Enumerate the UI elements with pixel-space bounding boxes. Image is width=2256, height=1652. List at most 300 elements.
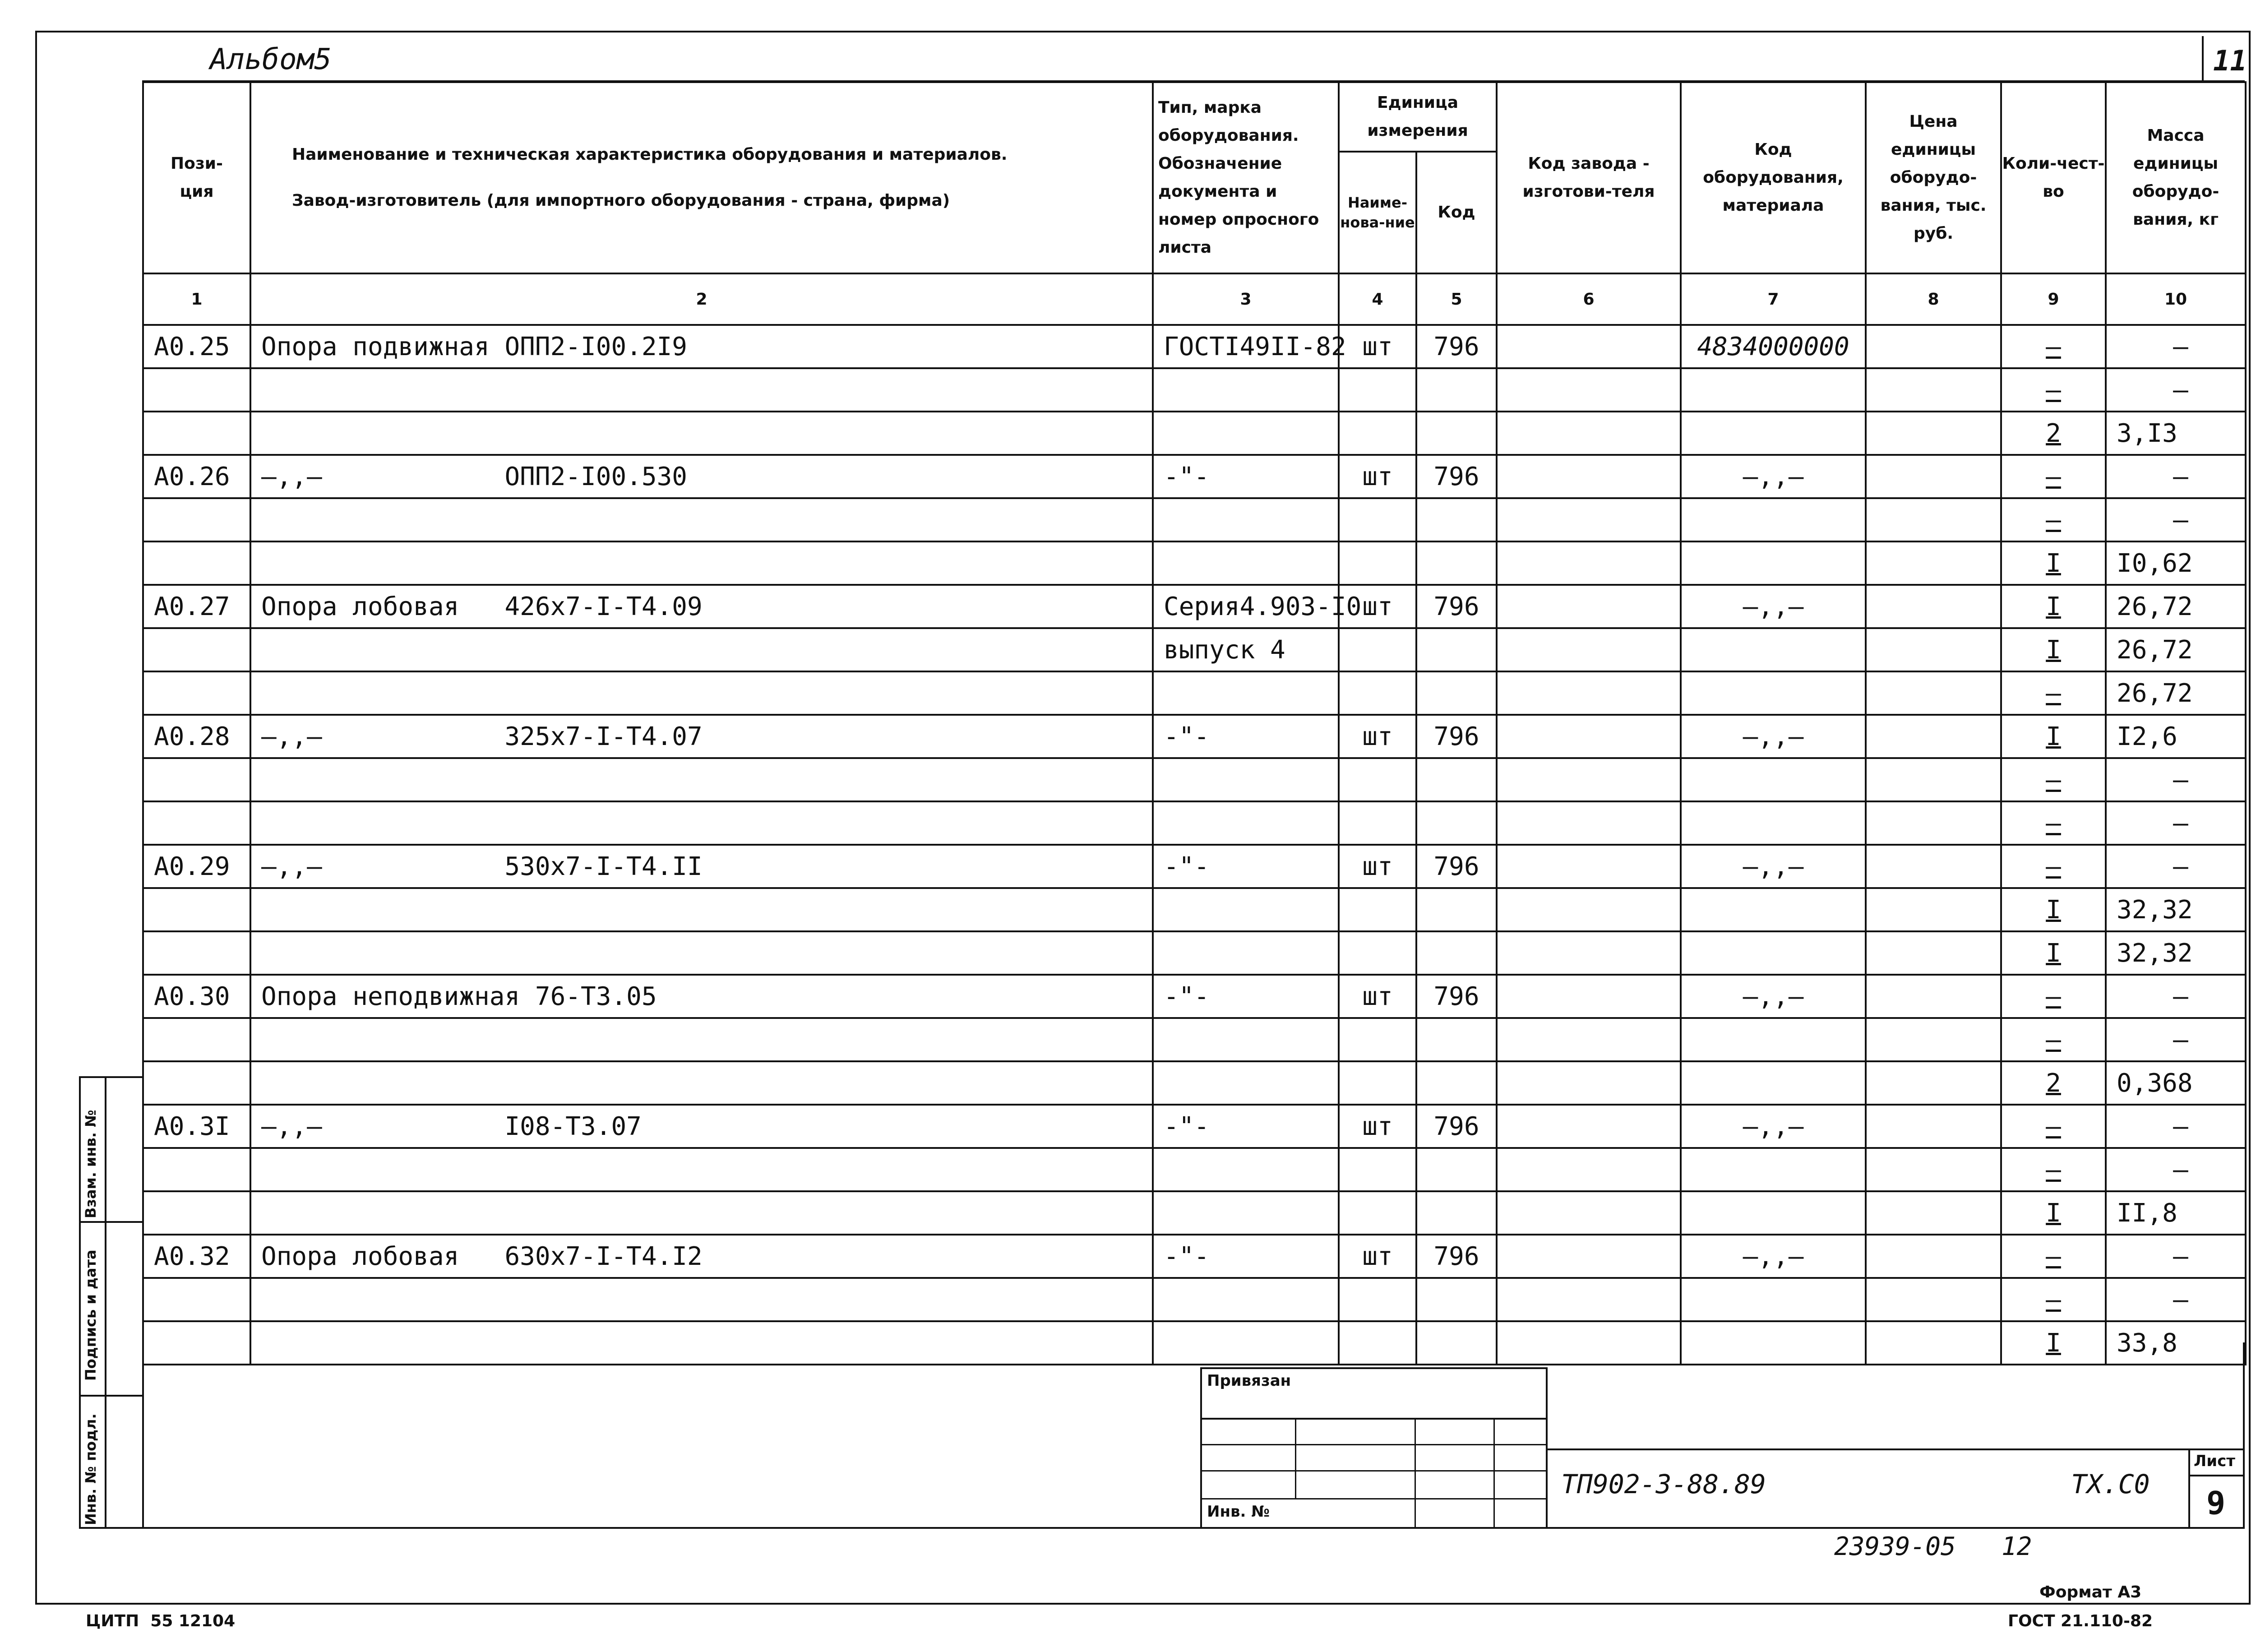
position-cell: А0.28: [143, 715, 250, 758]
privyazan-grid-row2: [1200, 1470, 1548, 1472]
position-cell: [143, 888, 250, 931]
unit-name-cell: шт: [1339, 845, 1416, 888]
privyazan-grid-col2: [1415, 1418, 1416, 1529]
mass-cell: 32,32: [2106, 888, 2246, 931]
factory-code-cell: [1497, 412, 1681, 455]
table-row: [143, 671, 2246, 715]
mass-cell: –: [2106, 1235, 2246, 1278]
unit-name-cell: [1339, 1061, 1416, 1105]
factory-code-cell: [1497, 845, 1681, 888]
unit-name-cell: [1339, 758, 1416, 801]
unit-name-cell: [1339, 368, 1416, 412]
equipment-code-cell: [1681, 1278, 1866, 1321]
column-number: 6: [1497, 273, 1681, 325]
unit-code-cell: 796: [1416, 1235, 1497, 1278]
factory-code-cell: [1497, 498, 1681, 541]
unit-code-cell: 796: [1416, 585, 1497, 628]
list-number: 9: [2206, 1485, 2226, 1522]
mass-cell: 26,72: [2106, 585, 2246, 628]
price-cell: [1866, 1278, 2001, 1321]
name-cell: [250, 368, 1153, 412]
mass-cell: –: [2106, 368, 2246, 412]
price-cell: [1866, 498, 2001, 541]
type-cell: Серия4.903-I0: [1153, 585, 1339, 628]
equipment-code-cell: [1681, 628, 1866, 671]
unit-code-cell: [1416, 931, 1497, 975]
quantity-cell: I: [2001, 585, 2106, 628]
unit-name-cell: шт: [1339, 325, 1416, 368]
table-row: [143, 758, 2246, 801]
quantity-cell: –: [2001, 1105, 2106, 1148]
price-cell: [1866, 671, 2001, 715]
price-cell: [1866, 845, 2001, 888]
price-cell: [1866, 801, 2001, 845]
factory-code-cell: [1497, 801, 1681, 845]
table-row: [143, 975, 2246, 1018]
mass-cell: 32,32: [2106, 931, 2246, 975]
price-cell: [1866, 1061, 2001, 1105]
unit-name-cell: [1339, 931, 1416, 975]
column-number: 7: [1681, 273, 1866, 325]
header-name-line2: Завод-изготовитель (для импортного оборудования - страна, фирма): [292, 191, 950, 210]
quantity-cell: –: [2001, 845, 2106, 888]
list-label: Лист: [2194, 1452, 2235, 1470]
type-cell: [1153, 541, 1339, 585]
header-equipment-code: Код оборудования, материала: [1681, 82, 1866, 273]
mass-cell: –: [2106, 975, 2246, 1018]
equipment-code-cell: [1681, 368, 1866, 412]
factory-code-cell: [1497, 1191, 1681, 1235]
unit-code-cell: [1416, 541, 1497, 585]
quantity-cell: –: [2001, 455, 2106, 498]
price-cell: [1866, 1018, 2001, 1061]
position-cell: [143, 368, 250, 412]
equipment-code-cell: —,,—: [1681, 715, 1866, 758]
table-row: [143, 541, 2246, 585]
table-row: [143, 801, 2246, 845]
equipment-code-cell: —,,—: [1681, 585, 1866, 628]
name-cell: Опора лобовая 630x7-I-T4.I2: [250, 1235, 1153, 1278]
privyazan-grid-row3: [1200, 1498, 1548, 1499]
table-row: [143, 1235, 2246, 1278]
header-factory-code: Код завода - изготови-теля: [1497, 82, 1681, 273]
header-quantity: Коли-чест-во: [2001, 82, 2106, 273]
table-row: [143, 628, 2246, 671]
specification-table: [142, 81, 2247, 1365]
unit-code-cell: [1416, 1191, 1497, 1235]
name-cell: —,,— 325x7-I-T4.07: [250, 715, 1153, 758]
mass-cell: –: [2106, 1148, 2246, 1191]
equipment-code-cell: [1681, 541, 1866, 585]
album-label: Альбом5: [210, 43, 332, 76]
type-cell: [1153, 1278, 1339, 1321]
quantity-cell: –: [2001, 1148, 2106, 1191]
price-cell: [1866, 1235, 2001, 1278]
unit-name-cell: шт: [1339, 975, 1416, 1018]
type-cell: [1153, 671, 1339, 715]
price-cell: [1866, 325, 2001, 368]
unit-code-cell: [1416, 498, 1497, 541]
factory-code-cell: [1497, 541, 1681, 585]
name-cell: [250, 801, 1153, 845]
position-cell: [143, 801, 250, 845]
side-stamp-vzam: Взам. инв. №: [82, 1110, 99, 1218]
position-cell: [143, 758, 250, 801]
header-position: Пози- ция: [143, 82, 250, 273]
unit-code-cell: [1416, 1148, 1497, 1191]
name-cell: —,,— 530x7-I-T4.II: [250, 845, 1153, 888]
equipment-code-cell: [1681, 671, 1866, 715]
name-cell: —,,— I08-T3.07: [250, 1105, 1153, 1148]
position-cell: [143, 1018, 250, 1061]
table-row: [143, 412, 2246, 455]
price-cell: [1866, 585, 2001, 628]
position-cell: [143, 671, 250, 715]
name-cell: Опора лобовая 426x7-I-T4.09: [250, 585, 1153, 628]
column-number: 2: [250, 273, 1153, 325]
position-cell: А0.3I: [143, 1105, 250, 1148]
name-cell: [250, 1278, 1153, 1321]
unit-name-cell: [1339, 628, 1416, 671]
equipment-code-cell: [1681, 498, 1866, 541]
quantity-cell: –: [2001, 671, 2106, 715]
side-stamp-podpis: Подпись и дата: [82, 1249, 99, 1381]
column-number: 3: [1153, 273, 1339, 325]
mass-cell: –: [2106, 325, 2246, 368]
equipment-code-cell: [1681, 412, 1866, 455]
column-number: 10: [2106, 273, 2246, 325]
equipment-code-cell: —,,—: [1681, 455, 1866, 498]
unit-code-cell: 796: [1416, 325, 1497, 368]
table-row: [143, 845, 2246, 888]
column-number-row: [143, 273, 2246, 325]
position-cell: [143, 412, 250, 455]
unit-name-cell: [1339, 888, 1416, 931]
mass-cell: –: [2106, 845, 2246, 888]
doc-code: ТП902-3-88.89: [1561, 1469, 1766, 1499]
mass-cell: –: [2106, 1018, 2246, 1061]
unit-code-cell: [1416, 758, 1497, 801]
mass-cell: 3,I3: [2106, 412, 2246, 455]
price-cell: [1866, 412, 2001, 455]
format-label: Формат А3: [2039, 1583, 2142, 1601]
price-cell: [1866, 715, 2001, 758]
quantity-cell: I: [2001, 931, 2106, 975]
unit-code-cell: [1416, 628, 1497, 671]
column-number: 5: [1416, 273, 1497, 325]
name-cell: [250, 412, 1153, 455]
factory-code-cell: [1497, 888, 1681, 931]
type-cell: [1153, 368, 1339, 412]
unit-name-cell: [1339, 1278, 1416, 1321]
gost-label: ГОСТ 21.110-82: [2008, 1612, 2153, 1630]
position-cell: А0.30: [143, 975, 250, 1018]
name-cell: [250, 498, 1153, 541]
price-cell: [1866, 628, 2001, 671]
header-name: [250, 82, 1153, 273]
name-cell: [250, 1191, 1153, 1235]
name-cell: [250, 541, 1153, 585]
unit-name-cell: [1339, 412, 1416, 455]
equipment-code-cell: [1681, 1191, 1866, 1235]
factory-code-cell: [1497, 1105, 1681, 1148]
factory-code-cell: [1497, 455, 1681, 498]
position-cell: [143, 1191, 250, 1235]
quantity-cell: –: [2001, 1278, 2106, 1321]
position-cell: А0.32: [143, 1235, 250, 1278]
quantity-cell: I: [2001, 1321, 2106, 1365]
mass-cell: –: [2106, 801, 2246, 845]
table-row: [143, 888, 2246, 931]
table-row: [143, 1191, 2246, 1235]
type-cell: -"-: [1153, 1235, 1339, 1278]
table-row: [143, 498, 2246, 541]
type-cell: [1153, 888, 1339, 931]
column-number: 4: [1339, 273, 1416, 325]
quantity-cell: –: [2001, 758, 2106, 801]
position-cell: [143, 628, 250, 671]
unit-name-cell: шт: [1339, 1105, 1416, 1148]
unit-name-cell: [1339, 1148, 1416, 1191]
header-type: Тип, марка оборудования. Обозначение документа и номер опросного листа: [1153, 82, 1339, 273]
quantity-cell: 2: [2001, 412, 2106, 455]
column-number: 9: [2001, 273, 2106, 325]
unit-code-cell: [1416, 1061, 1497, 1105]
unit-name-cell: [1339, 541, 1416, 585]
table-row: [143, 585, 2246, 628]
factory-code-cell: [1497, 1061, 1681, 1105]
table-row: [143, 1148, 2246, 1191]
price-cell: [1866, 888, 2001, 931]
name-cell: Опора неподвижная 76-T3.05: [250, 975, 1153, 1018]
privyazan-label: Привязан: [1207, 1372, 1291, 1390]
equipment-code-cell: 4834000000: [1681, 325, 1866, 368]
factory-code-cell: [1497, 1278, 1681, 1321]
type-cell: [1153, 412, 1339, 455]
factory-code-cell: [1497, 1235, 1681, 1278]
equipment-code-cell: —,,—: [1681, 845, 1866, 888]
header-price: Цена единицы оборудо-вания, тыс. руб.: [1866, 82, 2001, 273]
price-cell: [1866, 541, 2001, 585]
doc-mark: ТХ.С0: [2071, 1469, 2150, 1499]
mass-cell: –: [2106, 758, 2246, 801]
name-cell: [250, 1061, 1153, 1105]
table-body: [143, 325, 2246, 1365]
unit-code-cell: [1416, 801, 1497, 845]
quantity-cell: –: [2001, 975, 2106, 1018]
type-cell: [1153, 801, 1339, 845]
unit-code-cell: [1416, 671, 1497, 715]
mass-cell: 26,72: [2106, 628, 2246, 671]
type-cell: -"-: [1153, 715, 1339, 758]
quantity-cell: I: [2001, 888, 2106, 931]
quantity-cell: I: [2001, 628, 2106, 671]
column-number: 1: [143, 273, 250, 325]
quantity-cell: –: [2001, 801, 2106, 845]
unit-code-cell: 796: [1416, 455, 1497, 498]
privyazan-grid-top: [1200, 1418, 1548, 1420]
equipment-code-cell: [1681, 1061, 1866, 1105]
position-cell: А0.25: [143, 325, 250, 368]
equipment-code-cell: [1681, 931, 1866, 975]
factory-code-cell: [1497, 628, 1681, 671]
unit-name-cell: [1339, 1191, 1416, 1235]
table-row: [143, 1018, 2246, 1061]
header-name-line1: Наименование и техническая характеристика оборудования и материалов.: [292, 145, 1008, 164]
equipment-code-cell: [1681, 888, 1866, 931]
table-row: [143, 368, 2246, 412]
equipment-code-cell: [1681, 1018, 1866, 1061]
corner-number: 11: [2213, 44, 2247, 77]
type-cell: [1153, 1148, 1339, 1191]
inv-label: Инв. №: [1207, 1503, 1270, 1521]
position-cell: А0.26: [143, 455, 250, 498]
unit-name-cell: шт: [1339, 715, 1416, 758]
factory-code-cell: [1497, 715, 1681, 758]
mass-cell: 0,368: [2106, 1061, 2246, 1105]
mass-cell: –: [2106, 498, 2246, 541]
equipment-code-cell: [1681, 758, 1866, 801]
type-cell: -"-: [1153, 845, 1339, 888]
mass-cell: –: [2106, 455, 2246, 498]
position-cell: [143, 1148, 250, 1191]
unit-name-cell: [1339, 671, 1416, 715]
factory-code-cell: [1497, 758, 1681, 801]
mass-cell: –: [2106, 1278, 2246, 1321]
quantity-cell: I: [2001, 541, 2106, 585]
position-cell: А0.27: [143, 585, 250, 628]
name-cell: Опора подвижная ОПП2-I00.2I9: [250, 325, 1153, 368]
table-row: [143, 1105, 2246, 1148]
name-cell: [250, 1148, 1153, 1191]
name-cell: [250, 888, 1153, 931]
position-cell: [143, 931, 250, 975]
price-cell: [1866, 758, 2001, 801]
type-cell: -"-: [1153, 975, 1339, 1018]
price-cell: [1866, 1148, 2001, 1191]
header-unit-code: Код: [1416, 152, 1497, 273]
table-row: [143, 1061, 2246, 1105]
type-cell: -"-: [1153, 455, 1339, 498]
unit-name-cell: [1339, 801, 1416, 845]
type-cell: [1153, 931, 1339, 975]
table-row: [143, 325, 2246, 368]
type-cell: [1153, 1018, 1339, 1061]
factory-code-cell: [1497, 671, 1681, 715]
quantity-cell: –: [2001, 498, 2106, 541]
equipment-code-cell: —,,—: [1681, 975, 1866, 1018]
quantity-cell: I: [2001, 715, 2106, 758]
column-number: 8: [1866, 273, 2001, 325]
header-unit-group: Единица измерения: [1339, 82, 1497, 152]
factory-code-cell: [1497, 1148, 1681, 1191]
type-cell: [1153, 758, 1339, 801]
quantity-cell: –: [2001, 1018, 2106, 1061]
factory-code-cell: [1497, 975, 1681, 1018]
name-cell: [250, 628, 1153, 671]
quantity-cell: –: [2001, 368, 2106, 412]
mass-cell: I2,6: [2106, 715, 2246, 758]
header-row: [143, 82, 2246, 152]
equipment-code-cell: —,,—: [1681, 1235, 1866, 1278]
unit-code-cell: 796: [1416, 1105, 1497, 1148]
unit-code-cell: [1416, 1278, 1497, 1321]
table-row: [143, 715, 2246, 758]
type-cell: выпуск 4: [1153, 628, 1339, 671]
unit-name-cell: [1339, 1018, 1416, 1061]
unit-code-cell: 796: [1416, 845, 1497, 888]
mass-cell: II,8: [2106, 1191, 2246, 1235]
privyazan-grid-col1: [1295, 1418, 1296, 1498]
side-stamp-divider: [105, 1076, 106, 1529]
table-row: [143, 455, 2246, 498]
name-cell: [250, 671, 1153, 715]
factory-code-cell: [1497, 368, 1681, 412]
mass-cell: –: [2106, 1105, 2246, 1148]
unit-name-cell: [1339, 498, 1416, 541]
equipment-code-cell: [1681, 1148, 1866, 1191]
mass-cell: 33,8: [2106, 1321, 2246, 1365]
price-cell: [1866, 1105, 2001, 1148]
citp-label: ЦИТП 55 12104: [86, 1612, 236, 1630]
side-stamp-inv: Инв. № подл.: [82, 1413, 99, 1525]
type-cell: ГОСТI49II-82: [1153, 325, 1339, 368]
mass-cell: 26,72: [2106, 671, 2246, 715]
factory-code-cell: [1497, 931, 1681, 975]
table-row: [143, 931, 2246, 975]
unit-name-cell: шт: [1339, 455, 1416, 498]
equipment-code-cell: [1681, 801, 1866, 845]
table-row: [143, 1278, 2246, 1321]
unit-code-cell: [1416, 1018, 1497, 1061]
name-cell: [250, 758, 1153, 801]
quantity-cell: –: [2001, 325, 2106, 368]
unit-code-cell: [1416, 368, 1497, 412]
unit-name-cell: шт: [1339, 585, 1416, 628]
price-cell: [1866, 368, 2001, 412]
type-cell: [1153, 1061, 1339, 1105]
factory-code-cell: [1497, 1018, 1681, 1061]
name-cell: [250, 931, 1153, 975]
name-cell: [250, 1018, 1153, 1061]
price-cell: [1866, 931, 2001, 975]
type-cell: [1153, 498, 1339, 541]
type-cell: [1153, 1191, 1339, 1235]
header-mass: Масса единицы оборудо-вания, кг: [2106, 82, 2246, 273]
unit-code-cell: 796: [1416, 715, 1497, 758]
unit-code-cell: [1416, 888, 1497, 931]
position-cell: [143, 541, 250, 585]
list-box-divider: [2188, 1475, 2245, 1476]
unit-name-cell: шт: [1339, 1235, 1416, 1278]
mass-cell: I0,62: [2106, 541, 2246, 585]
price-cell: [1866, 975, 2001, 1018]
type-cell: -"-: [1153, 1105, 1339, 1148]
quantity-cell: I: [2001, 1191, 2106, 1235]
position-cell: А0.29: [143, 845, 250, 888]
position-cell: [143, 498, 250, 541]
unit-code-cell: [1416, 412, 1497, 455]
position-cell: [143, 1278, 250, 1321]
name-cell: —,,— ОПП2-I00.530: [250, 455, 1153, 498]
price-cell: [1866, 455, 2001, 498]
price-cell: [1866, 1191, 2001, 1235]
factory-code-cell: [1497, 325, 1681, 368]
factory-code-cell: [1497, 585, 1681, 628]
privyazan-grid-row1: [1200, 1444, 1548, 1445]
position-cell: [143, 1061, 250, 1105]
handwritten-number: 23939-05 12: [1834, 1532, 2032, 1561]
